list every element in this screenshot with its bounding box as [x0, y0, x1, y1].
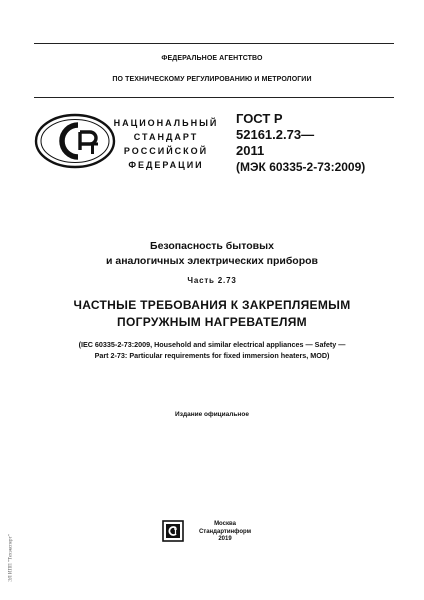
- document-subtitle: [0, 297, 424, 331]
- watermark-text: ЭЛ ИПП "Техэксперт": [8, 534, 14, 582]
- designation-iec-line: (МЭК 60335-2-73:2009): [236, 160, 366, 174]
- standard-type-line: ФЕДЕРАЦИИ: [128, 160, 204, 170]
- standartinform-logo-icon: [162, 520, 184, 542]
- iec-reference-line: Part 2-73: Particular requirements for fixed immersion heaters, MOD): [94, 351, 330, 360]
- standard-designation: [236, 111, 365, 175]
- standard-type-line: НАЦИОНАЛЬНЫЙ: [113, 118, 219, 128]
- publication-year: 2019: [218, 536, 232, 542]
- edition-label: Издание официальное: [175, 411, 249, 418]
- top-divider: [34, 43, 394, 44]
- publisher-info: [195, 521, 255, 544]
- standard-type-block: [112, 116, 220, 172]
- gost-r-emblem-icon: [34, 113, 116, 169]
- part-number: Часть 2.73: [187, 276, 237, 285]
- title-line: и аналогичных электрических приборов: [106, 255, 318, 267]
- subtitle-line: ЧАСТНЫЕ ТРЕБОВАНИЯ К ЗАКРЕПЛЯЕМЫМ: [73, 298, 351, 312]
- agency-name: ФЕДЕРАЛЬНОЕ АГЕНТСТВО: [161, 55, 263, 62]
- publisher-name: Стандартинформ: [198, 528, 252, 535]
- header-divider: [34, 97, 394, 98]
- iec-reference: [30, 339, 394, 361]
- standard-type-line: РОССИЙСКОЙ: [123, 146, 209, 156]
- designation-line: 52161.2.73—: [236, 127, 315, 142]
- designation-line: ГОСТ Р: [236, 111, 283, 126]
- agency-subtitle: ПО ТЕХНИЧЕСКОМУ РЕГУЛИРОВАНИЮ И МЕТРОЛОГИИ: [112, 76, 312, 83]
- publisher-city: Москва: [214, 521, 236, 527]
- standard-type-line: СТАНДАРТ: [133, 132, 199, 142]
- title-line: Безопасность бытовых: [150, 240, 274, 252]
- watermark: [6, 520, 16, 596]
- document-title: [0, 239, 424, 269]
- iec-reference-line: (IEC 60335-2-73:2009, Household and similar electrical appliances — Safety —: [78, 340, 346, 349]
- subtitle-line: ПОГРУЖНЫМ НАГРЕВАТЕЛЯМ: [117, 315, 307, 329]
- designation-line: 2011: [236, 143, 265, 158]
